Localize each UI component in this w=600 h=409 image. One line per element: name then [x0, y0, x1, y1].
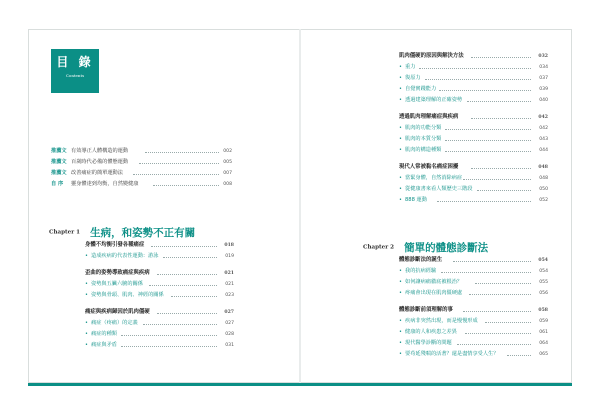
toc-item[interactable]	[399, 86, 549, 93]
section-heading[interactable]	[85, 270, 235, 277]
preface-row[interactable]	[51, 170, 232, 177]
bullet-icon: •	[399, 86, 402, 92]
item-text: 透過建築理解的正確姿勢	[405, 97, 463, 103]
dot-leader	[485, 322, 531, 323]
page-number: 042	[538, 115, 548, 120]
toc-item[interactable]	[85, 342, 235, 349]
dot-leader	[121, 346, 217, 347]
preface-title: 靈身體達到均衡，自然變健康	[71, 181, 139, 187]
bullet-icon: •	[399, 268, 402, 274]
page-number: 037	[539, 76, 548, 81]
item-text: 肌肉的構造種類	[405, 147, 442, 153]
item-text: 姿勢與骨頭、肌肉、神經的關係	[91, 292, 164, 298]
toc-item[interactable]	[85, 320, 235, 327]
dot-leader	[471, 118, 531, 119]
item-text: 如何讓病痛徹底被根治？	[405, 279, 463, 285]
toc-item[interactable]	[85, 253, 235, 260]
page-number: 028	[225, 332, 234, 337]
toc-item[interactable]	[399, 197, 549, 204]
toc-item[interactable]	[399, 125, 549, 132]
dot-leader	[477, 190, 531, 191]
page-number: 052	[539, 198, 548, 203]
preface-row[interactable]	[51, 159, 232, 166]
chapter-title: 生病，和姿勢不正有關	[90, 226, 196, 239]
page-number: 032	[538, 54, 548, 59]
dot-leader	[149, 285, 217, 286]
preface-label: 推薦文	[51, 159, 67, 165]
section-title: 現代人常被黏名痛症困擾	[399, 164, 459, 170]
toc-item[interactable]	[399, 340, 549, 347]
section-title: 體態診斷法的誕生	[399, 257, 443, 263]
bullet-icon: •	[399, 186, 402, 192]
bullet-icon: •	[399, 175, 402, 181]
bullet-icon: •	[399, 290, 402, 296]
preface-title: 有效導正人體構造的運動	[71, 148, 129, 154]
toc-item[interactable]	[399, 147, 549, 154]
section-title: 歪曲的姿勢導致痛症與疾病	[85, 270, 150, 276]
item-text: 痛症與矛盾	[91, 342, 117, 348]
preface-label: 自 序	[51, 181, 64, 187]
section-heading[interactable]	[85, 309, 235, 316]
dot-leader	[469, 294, 531, 295]
section-title: 體態診斷前須理解的事	[399, 307, 453, 313]
item-text: 888 運動	[405, 197, 427, 203]
item-text: 復原力	[405, 75, 421, 81]
bullet-icon: •	[85, 342, 88, 348]
section-heading[interactable]	[399, 257, 549, 264]
preface-label: 推薦文	[51, 170, 67, 176]
dot-leader	[437, 201, 531, 202]
page-number: 040	[539, 98, 548, 103]
page-number: 056	[539, 291, 548, 296]
item-text: 從健康書來看人類歷史三階段	[405, 186, 473, 192]
dot-leader	[463, 311, 531, 312]
page-number: 058	[538, 308, 548, 313]
toc-title-block	[51, 49, 99, 93]
page-number: 027	[225, 321, 234, 326]
toc-item[interactable]	[399, 268, 549, 275]
section-heading[interactable]	[399, 114, 549, 121]
dot-leader	[157, 274, 217, 275]
section-heading[interactable]	[85, 242, 235, 249]
dot-leader	[463, 179, 531, 180]
item-text: 現代醫學診斷的問題	[405, 340, 452, 346]
item-text: 造成疾病的代表性運動：游泳	[91, 253, 159, 259]
bullet-icon: •	[85, 253, 88, 259]
dot-leader	[507, 355, 531, 356]
toc-item[interactable]	[399, 279, 549, 286]
page-number: 065	[539, 352, 548, 357]
dot-leader	[445, 129, 531, 130]
item-text: 肌肉的功能分類	[405, 125, 442, 131]
dot-leader	[457, 344, 531, 345]
book-spine	[299, 29, 301, 383]
page-number: 023	[225, 293, 234, 298]
dot-leader	[467, 101, 531, 102]
bullet-icon: •	[399, 197, 402, 203]
toc-item[interactable]	[399, 318, 549, 325]
dot-leader	[425, 79, 531, 80]
page-number: 018	[224, 243, 234, 248]
page-number: 055	[539, 280, 548, 285]
toc-item[interactable]	[85, 281, 235, 288]
dot-leader	[475, 283, 531, 284]
dot-leader	[145, 152, 219, 153]
page-number: 005	[223, 160, 232, 165]
chapter-title: 簡單的體態診斷法	[404, 241, 489, 254]
bullet-icon: •	[399, 279, 402, 285]
item-text: 痛症（疼痛）的定義	[91, 320, 138, 326]
bullet-icon: •	[399, 340, 402, 346]
chapter-label: Chapter 1	[49, 229, 80, 236]
bullet-icon: •	[399, 329, 402, 335]
bullet-icon: •	[399, 351, 402, 357]
dot-leader	[445, 151, 531, 152]
section-heading[interactable]	[399, 53, 549, 60]
page-number: 042	[539, 126, 548, 131]
page-number: 021	[224, 271, 234, 276]
dot-leader	[439, 90, 531, 91]
item-text: 當緊身體，自然消除病症	[405, 175, 463, 181]
item-text: 姿勢與五臟六腑的關係	[91, 281, 143, 287]
bullet-icon: •	[85, 281, 88, 287]
item-text: 健康的人和疾患之差異	[405, 329, 457, 335]
toc-item[interactable]	[399, 351, 549, 358]
dot-leader	[157, 313, 217, 314]
section-title: 痛症與疾病歸因於肌肉僵硬	[85, 309, 150, 315]
page-number: 050	[539, 187, 548, 192]
page-number: 002	[223, 149, 232, 154]
item-text: 自覺實踐能力	[405, 86, 437, 92]
page-number: 044	[539, 148, 548, 153]
dot-leader	[163, 257, 217, 258]
chapter-1-heading[interactable]	[49, 224, 195, 240]
page-number: 048	[539, 176, 548, 181]
toc-item[interactable]	[399, 136, 549, 143]
page-number: 021	[225, 282, 234, 287]
section-heading[interactable]	[399, 164, 549, 171]
section-title: 透過肌肉理解痛症與疾病	[399, 114, 459, 120]
page-number: 054	[538, 258, 548, 263]
page-number: 031	[225, 343, 234, 348]
bullet-icon: •	[85, 320, 88, 326]
dot-leader	[133, 174, 219, 175]
toc-item[interactable]	[399, 64, 549, 71]
page-number: 027	[224, 310, 234, 315]
preface-row[interactable]	[51, 181, 232, 188]
dot-leader	[171, 296, 217, 297]
item-text: 要苟延殘喘的活著？還是盡情享受人生？	[405, 351, 499, 357]
dot-leader	[453, 261, 531, 262]
dot-leader	[471, 57, 531, 58]
section-title: 肌肉僵硬的原因與解決方法	[399, 53, 464, 59]
dot-leader	[471, 168, 531, 169]
item-text: 疼痛會出現在肌肉僵硬處	[405, 290, 463, 296]
toc-item[interactable]	[399, 75, 549, 82]
preface-title: 百歲時代必備的體態運動	[71, 159, 129, 165]
toc-item[interactable]	[399, 186, 549, 193]
preface-label: 推薦文	[51, 148, 67, 154]
item-text: 肌肉的本質分類	[405, 136, 442, 142]
page-number: 048	[538, 165, 548, 170]
page-number: 061	[539, 330, 548, 335]
bullet-icon: •	[399, 64, 402, 70]
preface-title: 改善痛症的簡單運動法	[71, 170, 123, 176]
bullet-icon: •	[399, 318, 402, 324]
page-number: 034	[539, 65, 548, 70]
bullet-icon: •	[85, 292, 88, 298]
chapter-label: Chapter 2	[363, 244, 394, 251]
page-number: 054	[539, 269, 548, 274]
bullet-icon: •	[399, 136, 402, 142]
page-number: 039	[539, 87, 548, 92]
page-number: 008	[223, 182, 232, 187]
item-text: 疾病非突然出現，而是慢慢形成	[405, 318, 478, 324]
page-number: 059	[539, 319, 548, 324]
toc-subtitle: Contents	[65, 73, 85, 78]
page-number: 043	[539, 137, 548, 142]
bullet-icon: •	[399, 97, 402, 103]
dot-leader	[441, 272, 531, 273]
toc-item[interactable]	[399, 290, 549, 297]
page-number: 019	[225, 254, 234, 259]
item-text: 重力	[405, 64, 416, 70]
toc-item[interactable]	[399, 329, 549, 336]
page-number: 064	[539, 341, 548, 346]
preface-row[interactable]	[51, 148, 232, 155]
toc-item[interactable]	[399, 97, 549, 104]
dot-leader	[153, 185, 219, 186]
toc-item[interactable]	[85, 331, 235, 338]
toc-item[interactable]	[399, 175, 549, 182]
dot-leader	[139, 163, 219, 164]
dot-leader	[121, 335, 217, 336]
page-number: 007	[223, 171, 232, 176]
section-heading[interactable]	[399, 307, 549, 314]
dot-leader	[465, 333, 531, 334]
dot-leader	[419, 68, 531, 69]
dot-leader	[445, 140, 531, 141]
bullet-icon: •	[85, 331, 88, 337]
toc-title: 目 錄	[56, 55, 94, 69]
toc-item[interactable]	[85, 292, 235, 299]
chapter-2-heading[interactable]	[363, 239, 488, 255]
bullet-icon: •	[399, 147, 402, 153]
bullet-icon: •	[399, 75, 402, 81]
dot-leader	[151, 246, 217, 247]
item-text: 痛症的種類	[91, 331, 117, 337]
section-title: 身體不均衡引發各種痛症	[85, 242, 145, 248]
page-bottom-bar	[28, 383, 572, 386]
item-text: 我的抗病經驗	[405, 268, 437, 274]
bullet-icon: •	[399, 125, 402, 131]
dot-leader	[143, 324, 217, 325]
